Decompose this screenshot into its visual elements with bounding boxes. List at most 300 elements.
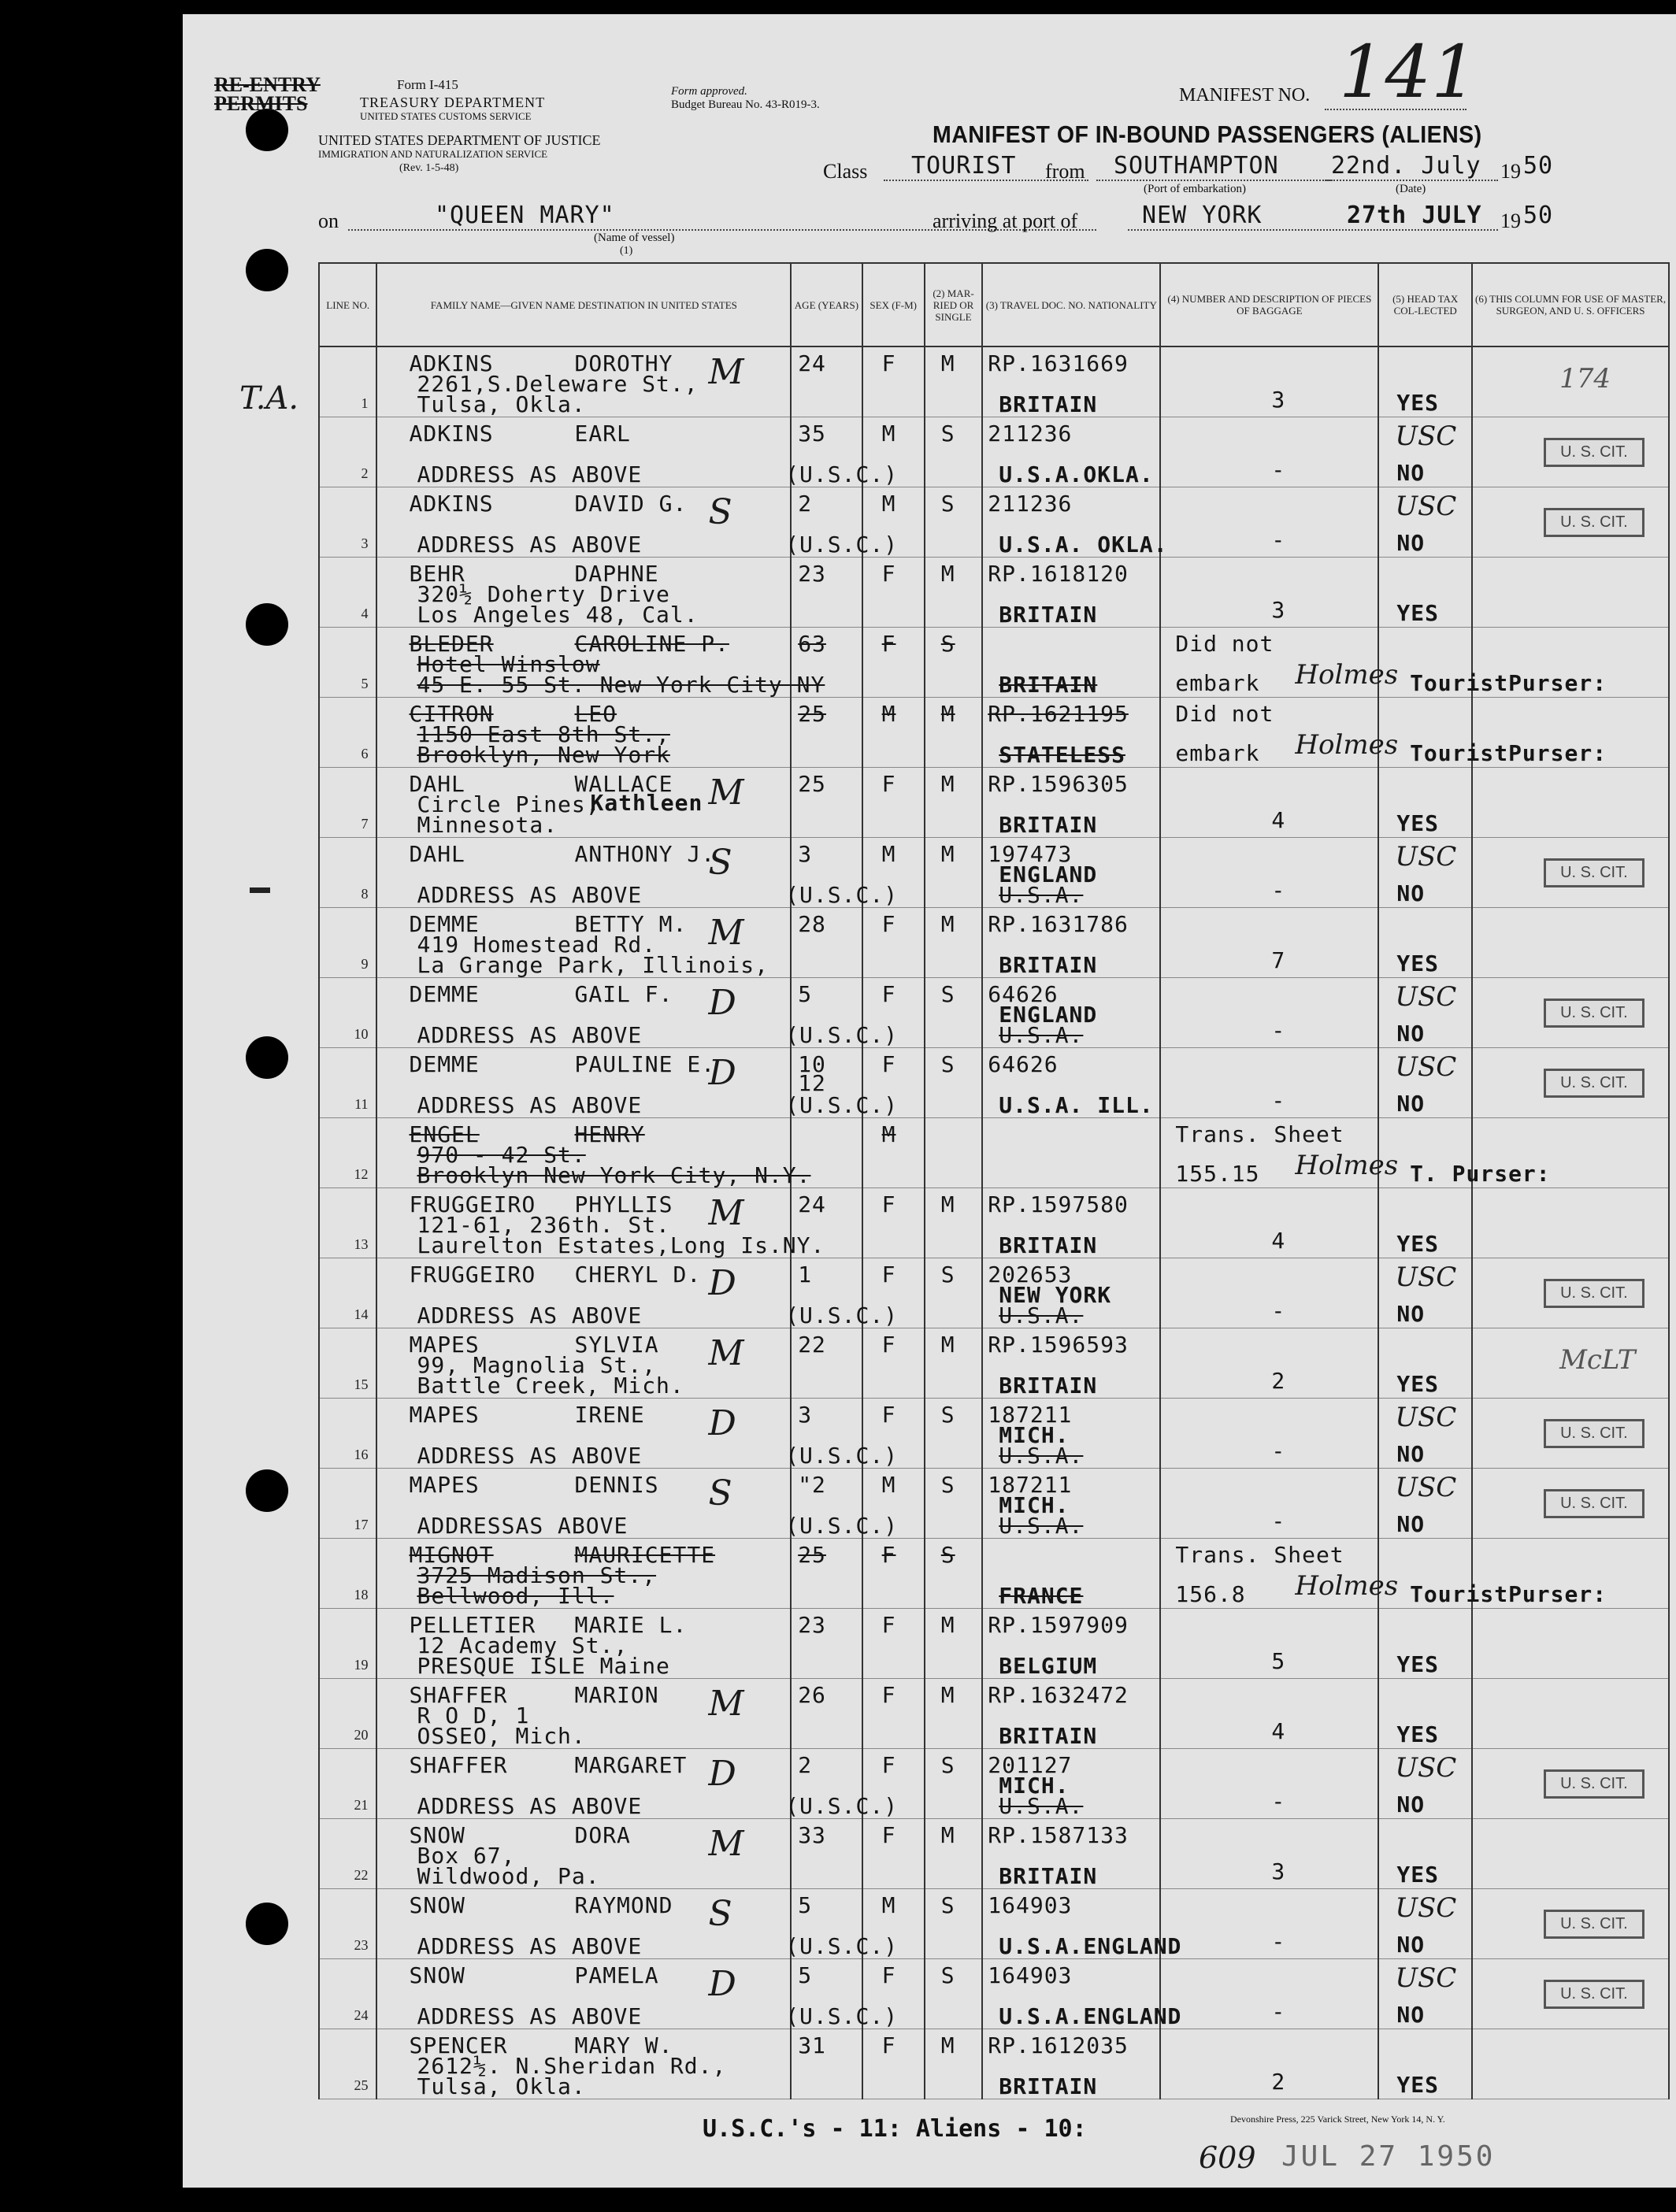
age: 24 bbox=[798, 350, 826, 376]
head-tax-cell bbox=[1378, 1258, 1472, 1328]
purser-note: TouristPurser: bbox=[1410, 740, 1607, 766]
head-tax: YES bbox=[1396, 2072, 1439, 2098]
head-tax-cell bbox=[1378, 558, 1472, 628]
baggage-count: - bbox=[1271, 527, 1286, 553]
marital-status: M bbox=[940, 2032, 955, 2058]
binder-hole bbox=[246, 1469, 288, 1512]
sex: M bbox=[881, 1121, 896, 1147]
officers-cell bbox=[1472, 1048, 1669, 1118]
given-name: WALLACE bbox=[574, 771, 673, 797]
baggage-cell bbox=[1160, 1959, 1378, 2029]
travel-doc-no: RP.1621195 bbox=[988, 701, 1129, 727]
officer-signature: Holmes bbox=[1295, 1570, 1399, 1602]
name-cell bbox=[376, 1048, 791, 1118]
sex: F bbox=[881, 1822, 896, 1848]
given-name: PAMELA bbox=[574, 1962, 659, 1988]
nationality: BRITAIN bbox=[999, 952, 1098, 978]
age-cell bbox=[785, 1889, 899, 1959]
manifest-no-line bbox=[1325, 109, 1466, 110]
officers-cell bbox=[1410, 1118, 1669, 1188]
nationality: BRITAIN bbox=[999, 812, 1098, 838]
officers-cell bbox=[1472, 1889, 1669, 1959]
revision-label: (Rev. 1-5-48) bbox=[399, 162, 459, 174]
age: 33 bbox=[798, 1822, 826, 1848]
officers-cell bbox=[1410, 1539, 1669, 1609]
given-name: DAVID G. bbox=[574, 491, 688, 517]
reentry-permits: RE-ENTRY PERMITS bbox=[214, 73, 321, 115]
head-tax-cell bbox=[1378, 346, 1472, 417]
line-number: 7 bbox=[361, 816, 369, 832]
name-cell bbox=[376, 768, 791, 838]
baggage-count: 4 bbox=[1271, 807, 1286, 833]
travel-doc-no: 197473 bbox=[988, 841, 1073, 867]
travel-doc-cell bbox=[982, 558, 1160, 628]
officers-cell bbox=[1472, 1679, 1669, 1749]
nationality: BRITAIN bbox=[999, 672, 1098, 698]
tax-handwritten: USC bbox=[1395, 1051, 1457, 1083]
handwritten-mark: D bbox=[708, 1263, 736, 1303]
sex: F bbox=[881, 911, 896, 937]
baggage-count: - bbox=[1271, 1508, 1286, 1534]
us-citizen-stamp: U. S. CIT. bbox=[1544, 1489, 1644, 1518]
travel-doc-cell bbox=[982, 2029, 1160, 2099]
binder-mark bbox=[250, 887, 270, 893]
marital-cell bbox=[925, 1749, 982, 1819]
line-number: 19 bbox=[354, 1657, 369, 1673]
age-cell bbox=[791, 768, 862, 838]
baggage-note-2: embark bbox=[1175, 670, 1260, 696]
nationality: BRITAIN bbox=[999, 1863, 1098, 1889]
head-tax-cell bbox=[1378, 487, 1472, 558]
age: 25 bbox=[798, 1542, 826, 1568]
name-cell bbox=[376, 1819, 791, 1889]
age: 28 bbox=[798, 911, 826, 937]
baggage-note-1: Trans. Sheet bbox=[1175, 1121, 1344, 1147]
line-number: 17 bbox=[354, 1517, 369, 1532]
col-baggage: (4) NUMBER AND DESCRIPTION OF PIECES OF BAGGAGE bbox=[1160, 263, 1378, 346]
officers-cell bbox=[1472, 908, 1669, 978]
age: 2 bbox=[798, 491, 813, 517]
sex-cell bbox=[862, 2029, 925, 2099]
sex: M bbox=[881, 1892, 896, 1918]
officer-signature: Holmes bbox=[1295, 1150, 1399, 1181]
marital-status: M bbox=[940, 1612, 955, 1638]
given-name: MARIE L. bbox=[574, 1612, 688, 1638]
family-name: DEMME bbox=[409, 1051, 480, 1077]
line-number: 3 bbox=[361, 535, 369, 551]
sex-cell bbox=[862, 1539, 925, 1609]
family-name: BLEDER bbox=[409, 631, 494, 657]
name-cell bbox=[376, 1609, 791, 1679]
sex: M bbox=[881, 491, 896, 517]
age-cell bbox=[791, 1819, 862, 1889]
head-tax: NO bbox=[1396, 1301, 1426, 1327]
line-number: 22 bbox=[354, 1867, 369, 1883]
tax-handwritten: USC bbox=[1395, 1892, 1457, 1924]
baggage-cell bbox=[1160, 768, 1378, 838]
line-cell bbox=[319, 1889, 376, 1959]
travel-doc-cell bbox=[982, 1959, 1182, 2029]
officers-cell bbox=[1472, 1469, 1669, 1539]
head-tax-cell bbox=[1378, 1819, 1472, 1889]
purser-note: TouristPurser: bbox=[1410, 670, 1607, 696]
officers-cell bbox=[1472, 1959, 1669, 2029]
address-line-2: ADDRESS AS ABOVE bbox=[417, 1092, 643, 1118]
officers-cell bbox=[1472, 1188, 1669, 1258]
date-value: 22nd. July bbox=[1331, 152, 1481, 180]
line-number: 8 bbox=[361, 886, 369, 902]
baggage-count: - bbox=[1271, 1788, 1286, 1814]
baggage-cell bbox=[1160, 838, 1378, 908]
manifest-title: MANIFEST OF IN-BOUND PASSENGERS (ALIENS) bbox=[933, 120, 1482, 148]
given-name: MARGARET bbox=[574, 1752, 688, 1778]
nationality: U.S.A.OKLA. bbox=[999, 461, 1154, 487]
sex-cell bbox=[862, 1469, 925, 1539]
name-cell bbox=[376, 1399, 791, 1469]
line-cell bbox=[319, 1819, 376, 1889]
family-name: FRUGGEIRO bbox=[409, 1262, 536, 1288]
head-tax: YES bbox=[1396, 1862, 1439, 1888]
address-line-2: Minnesota. bbox=[417, 812, 558, 838]
marital-status: S bbox=[940, 1892, 955, 1918]
family-name: DEMME bbox=[409, 911, 480, 937]
baggage-cell bbox=[1160, 2029, 1378, 2099]
line-cell bbox=[319, 628, 376, 698]
line-cell bbox=[319, 1328, 376, 1399]
name-cell bbox=[376, 1118, 811, 1188]
baggage-count: 4 bbox=[1271, 1228, 1286, 1254]
officers-cell bbox=[1472, 487, 1669, 558]
class-label: Class bbox=[823, 160, 868, 183]
address-line-2: ADDRESS AS ABOVE bbox=[417, 882, 643, 908]
line-number: 2 bbox=[361, 465, 369, 481]
tax-handwritten: USC bbox=[1395, 1262, 1457, 1293]
line-cell bbox=[319, 698, 376, 768]
age: 2 bbox=[798, 1752, 813, 1778]
line-number: 5 bbox=[361, 676, 369, 691]
sex-cell bbox=[862, 1679, 925, 1749]
sex-cell bbox=[862, 698, 925, 768]
manifest-page bbox=[183, 14, 1676, 2188]
marital-cell bbox=[925, 1819, 982, 1889]
baggage-count: 3 bbox=[1271, 387, 1286, 413]
line-number: 14 bbox=[354, 1306, 369, 1322]
marital-cell bbox=[925, 1258, 982, 1328]
age: 23 bbox=[798, 561, 826, 587]
given-name: BETTY M. bbox=[574, 911, 688, 937]
handwritten-mark: S bbox=[708, 843, 732, 883]
usc-label: (U.S.C.) bbox=[785, 1793, 899, 1819]
usc-label: (U.S.C.) bbox=[785, 1513, 899, 1539]
name-cell bbox=[376, 1749, 791, 1819]
baggage-cell bbox=[1160, 1679, 1378, 1749]
tax-handwritten: USC bbox=[1395, 1962, 1457, 1994]
travel-doc-cell bbox=[982, 1609, 1160, 1679]
sex-cell bbox=[862, 417, 925, 487]
handwritten-mark: S bbox=[708, 1473, 732, 1514]
sex-cell bbox=[862, 346, 925, 417]
line-number: 10 bbox=[354, 1026, 369, 1042]
baggage-note-2: embark bbox=[1175, 740, 1260, 766]
on-label: on bbox=[318, 209, 339, 232]
head-tax: NO bbox=[1396, 1441, 1426, 1467]
marital-cell bbox=[925, 1469, 982, 1539]
head-tax-cell bbox=[1378, 1188, 1472, 1258]
binder-hole bbox=[246, 109, 288, 151]
age: 1 bbox=[798, 1262, 813, 1288]
head-tax-cell bbox=[1378, 417, 1472, 487]
age: 25 bbox=[798, 701, 826, 727]
address-line-2: Bellwood, Ill. bbox=[417, 1583, 614, 1609]
sex-cell bbox=[862, 1959, 925, 2029]
head-tax: YES bbox=[1396, 1231, 1439, 1257]
date-stamp: JUL 27 1950 bbox=[1281, 2140, 1496, 2173]
marital-cell bbox=[925, 838, 982, 908]
table-row bbox=[319, 1258, 1669, 1328]
line-number: 11 bbox=[354, 1096, 369, 1112]
family-name: SNOW bbox=[409, 1892, 465, 1918]
baggage-cell bbox=[1160, 558, 1378, 628]
age: 10 bbox=[798, 1051, 826, 1077]
age: 24 bbox=[798, 1191, 826, 1217]
baggage-cell bbox=[1160, 1609, 1378, 1679]
binder-hole bbox=[246, 249, 288, 291]
nationality-2: U.S.A. bbox=[999, 1513, 1084, 1539]
baggage-count: - bbox=[1271, 1298, 1286, 1324]
sex: M bbox=[881, 701, 896, 727]
travel-doc-cell bbox=[982, 1399, 1160, 1469]
col-travel-doc: (3) TRAVEL DOC. NO. NATIONALITY bbox=[982, 263, 1160, 346]
address-line-1: 99, Magnolia St., bbox=[417, 1352, 657, 1378]
tax-handwritten: USC bbox=[1395, 841, 1457, 873]
given-name: PAULINE E. bbox=[574, 1051, 716, 1077]
age-cell bbox=[785, 1258, 899, 1328]
officer-note: McLT bbox=[1559, 1344, 1636, 1376]
us-citizen-stamp: U. S. CIT. bbox=[1544, 1769, 1644, 1799]
from-line bbox=[1096, 180, 1333, 181]
given-name: PHYLLIS bbox=[574, 1191, 673, 1217]
age: 63 bbox=[798, 631, 826, 657]
travel-doc-no: RP.1618120 bbox=[988, 561, 1129, 587]
travel-doc-cell bbox=[982, 1749, 1160, 1819]
family-name: ADKINS bbox=[409, 491, 494, 517]
marital-status: M bbox=[940, 841, 955, 867]
handwritten-mark: S bbox=[708, 1894, 732, 1934]
table-row bbox=[319, 1819, 1669, 1889]
baggage-count: 5 bbox=[1271, 1648, 1286, 1674]
age-cell bbox=[791, 1328, 862, 1399]
baggage-count: 3 bbox=[1271, 597, 1286, 623]
age-cell bbox=[791, 558, 862, 628]
nationality: U.S.A. OKLA. bbox=[999, 532, 1168, 558]
baggage-note-2: 155.15 bbox=[1175, 1161, 1260, 1187]
table-row bbox=[319, 487, 1669, 558]
purser-note: T. Purser: bbox=[1410, 1161, 1551, 1187]
head-tax-cell bbox=[1378, 768, 1472, 838]
name-cell bbox=[376, 1328, 791, 1399]
head-tax-cell bbox=[1378, 1889, 1472, 1959]
sex: F bbox=[881, 1262, 896, 1288]
table-row bbox=[319, 628, 1669, 698]
baggage-cell bbox=[1160, 1749, 1378, 1819]
age-cell bbox=[785, 1469, 899, 1539]
sex-cell bbox=[862, 1609, 925, 1679]
address-line-2: Tulsa, Okla. bbox=[417, 391, 586, 417]
baggage-cell bbox=[1160, 978, 1378, 1048]
marital-status: M bbox=[940, 1191, 955, 1217]
travel-doc-cell bbox=[982, 346, 1160, 417]
line-number: 21 bbox=[354, 1797, 369, 1813]
usc-label: (U.S.C.) bbox=[785, 1092, 899, 1118]
baggage-note-1: Did not bbox=[1175, 631, 1274, 657]
address-line-1: 12 Academy St., bbox=[417, 1632, 628, 1658]
travel-doc-no: RP.1612035 bbox=[988, 2032, 1129, 2058]
nationality: MICH. bbox=[999, 1422, 1070, 1448]
given-name: DENNIS bbox=[574, 1472, 659, 1498]
officers-cell bbox=[1472, 2029, 1669, 2099]
line-number: 12 bbox=[354, 1166, 369, 1182]
us-citizen-stamp: U. S. CIT. bbox=[1544, 1910, 1644, 1939]
sex-cell bbox=[862, 1399, 925, 1469]
handwritten-mark: D bbox=[708, 1403, 736, 1443]
marital-cell bbox=[925, 1609, 982, 1679]
col-marital: (2) MAR-RIED OR SINGLE bbox=[925, 263, 982, 346]
address-line-2: ADDRESS AS ABOVE bbox=[417, 1933, 643, 1959]
family-name: SNOW bbox=[409, 1962, 465, 1988]
travel-doc-cell bbox=[982, 838, 1160, 908]
travel-doc-no: RP.1631669 bbox=[988, 350, 1129, 376]
marital-cell bbox=[925, 1328, 982, 1399]
printer-credit: Devonshire Press, 225 Varick Street, New York 14, N. Y. bbox=[1230, 2114, 1445, 2125]
nationality: BRITAIN bbox=[999, 1232, 1098, 1258]
table-row bbox=[319, 978, 1669, 1048]
baggage-cell bbox=[1160, 1048, 1378, 1118]
baggage-count: - bbox=[1271, 1929, 1286, 1954]
given-name: HENRY bbox=[574, 1121, 645, 1147]
line-number: 20 bbox=[354, 1727, 369, 1743]
sex: F bbox=[881, 1682, 896, 1708]
name-cell bbox=[376, 2029, 791, 2099]
head-tax: YES bbox=[1396, 810, 1439, 836]
address-line-1: 2612½. N.Sheridan Rd., bbox=[417, 2053, 727, 2079]
table-row bbox=[319, 698, 1669, 768]
marital-cell bbox=[925, 908, 982, 978]
marital-cell bbox=[925, 628, 982, 698]
sex-cell bbox=[862, 1819, 925, 1889]
from-label: from bbox=[1045, 160, 1085, 183]
tax-handwritten: USC bbox=[1395, 491, 1457, 522]
travel-doc-cell bbox=[982, 1258, 1160, 1328]
family-name: ADKINS bbox=[409, 350, 494, 376]
name-cell bbox=[376, 1679, 791, 1749]
travel-doc-cell bbox=[982, 1328, 1160, 1399]
tax-handwritten: USC bbox=[1395, 981, 1457, 1013]
line-cell bbox=[319, 487, 376, 558]
line-cell bbox=[319, 1258, 376, 1328]
address-line-2: Battle Creek, Mich. bbox=[417, 1373, 684, 1399]
table-header bbox=[319, 263, 1669, 346]
baggage-cell bbox=[1160, 1469, 1378, 1539]
table-row bbox=[319, 838, 1669, 908]
family-name: SPENCER bbox=[409, 2032, 508, 2058]
marital-status: S bbox=[940, 631, 955, 657]
marital-status: S bbox=[940, 1262, 955, 1288]
address-line-1: 121-61, 236th. St. bbox=[417, 1212, 670, 1238]
table-row bbox=[319, 1048, 1669, 1118]
sex-cell bbox=[862, 978, 925, 1048]
baggage-count: - bbox=[1271, 1438, 1286, 1464]
nationality-2: U.S.A. bbox=[999, 882, 1084, 908]
line-number: 15 bbox=[354, 1376, 369, 1392]
handwritten-mark: D bbox=[708, 983, 736, 1023]
line-cell bbox=[319, 2029, 376, 2099]
age-cell bbox=[785, 1959, 899, 2029]
given-name: RAYMOND bbox=[574, 1892, 673, 1918]
address-line-1: 2261,S.Deleware St., bbox=[417, 371, 699, 397]
baggage-count: 7 bbox=[1271, 947, 1286, 973]
baggage-cell bbox=[1160, 1118, 1399, 1188]
col-name: FAMILY NAME—GIVEN NAME DESTINATION IN UNITED STATES bbox=[376, 263, 791, 346]
head-tax: NO bbox=[1396, 1091, 1426, 1117]
sex-cell bbox=[862, 1328, 925, 1399]
nationality: STATELESS bbox=[999, 742, 1125, 768]
nationality: BRITAIN bbox=[999, 391, 1098, 417]
marital-status: S bbox=[940, 1402, 955, 1428]
travel-doc-cell bbox=[982, 908, 1160, 978]
footer-totals: U.S.C.'s - 11: Aliens - 10: bbox=[703, 2115, 1087, 2143]
nationality: ENGLAND bbox=[999, 1002, 1098, 1028]
name-cell bbox=[376, 838, 791, 908]
nationality: U.S.A. ILL. bbox=[999, 1092, 1154, 1118]
nationality: BELGIUM bbox=[999, 1653, 1098, 1679]
baggage-count: 4 bbox=[1271, 1718, 1286, 1744]
travel-doc-no: 211236 bbox=[988, 421, 1073, 446]
baggage-cell bbox=[1160, 698, 1399, 768]
age: 3 bbox=[798, 1402, 813, 1428]
address-line-2: ADDRESS AS ABOVE bbox=[417, 1022, 643, 1048]
address-line-1: Hotel Winslow bbox=[417, 651, 600, 677]
address-line-2: 45 E. 55 St. New York City NY bbox=[417, 672, 825, 698]
head-tax: NO bbox=[1396, 1511, 1426, 1537]
head-tax-cell bbox=[1378, 1399, 1472, 1469]
table-row bbox=[319, 1469, 1669, 1539]
sex-cell bbox=[862, 1118, 925, 1188]
age-cell bbox=[791, 628, 862, 698]
marital-cell bbox=[925, 698, 982, 768]
manifest-no-label: MANIFEST NO. bbox=[1179, 85, 1311, 106]
age-cell bbox=[785, 1048, 899, 1118]
marital-status: M bbox=[940, 561, 955, 587]
address-line-2: ADDRESS AS ABOVE bbox=[417, 532, 643, 558]
sex: F bbox=[881, 771, 896, 797]
head-tax-cell bbox=[1378, 2029, 1472, 2099]
given-name: EARL bbox=[574, 421, 631, 446]
marital-cell bbox=[925, 1539, 982, 1609]
marital-cell bbox=[925, 1889, 982, 1959]
name-cell bbox=[376, 417, 791, 487]
baggage-count: 3 bbox=[1271, 1858, 1286, 1884]
travel-doc-no: RP.1596593 bbox=[988, 1332, 1129, 1358]
customs-label: UNITED STATES CUSTOMS SERVICE bbox=[360, 110, 532, 122]
given-name-correction: Kathleen bbox=[590, 790, 703, 816]
age-cell bbox=[791, 908, 862, 978]
travel-doc-no: 164903 bbox=[988, 1892, 1073, 1918]
head-tax-cell bbox=[1378, 908, 1472, 978]
address-line-1: Box 67, bbox=[417, 1843, 516, 1869]
sex-cell bbox=[862, 908, 925, 978]
treasury-label: TREASURY DEPARTMENT bbox=[360, 94, 546, 110]
marital-cell bbox=[925, 2029, 982, 2099]
